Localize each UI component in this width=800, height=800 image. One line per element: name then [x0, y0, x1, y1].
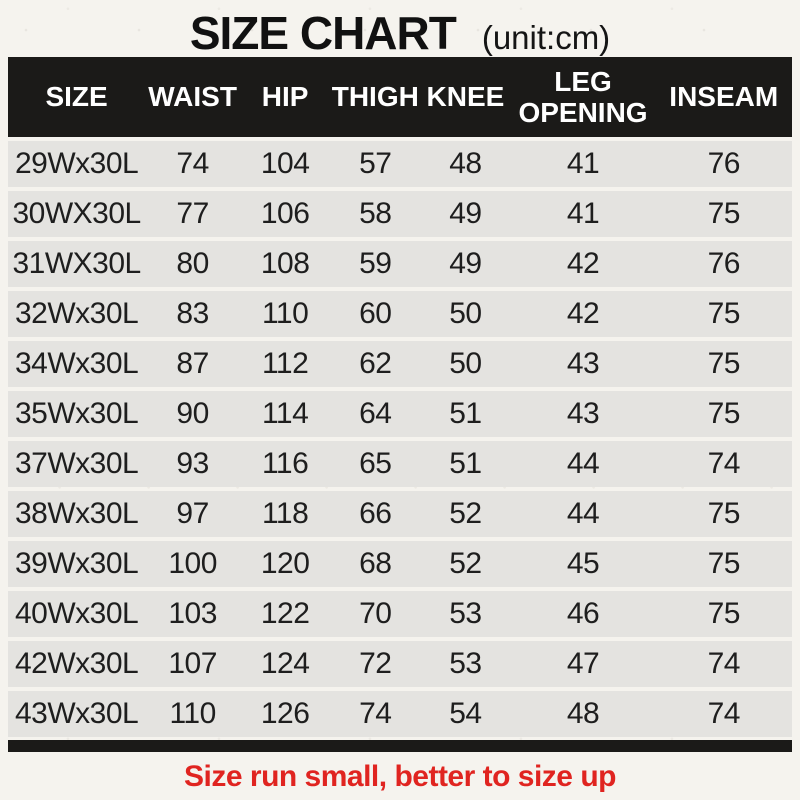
value-cell: 74	[707, 697, 740, 730]
value-cell: 47	[566, 647, 600, 680]
value-cell: 64	[359, 397, 392, 430]
page-title	[0, 0, 800, 57]
value-cell: 75	[707, 347, 740, 380]
unit-label: (unit:cm)	[481, 19, 611, 56]
value-cell: 48	[566, 697, 600, 730]
value-cell: 51	[449, 447, 482, 480]
value-cell: 83	[176, 297, 209, 330]
value-cell: 75	[707, 597, 740, 630]
value-cell: 75	[707, 197, 740, 230]
value-cell: 62	[359, 347, 392, 380]
value-cell: 53	[449, 647, 482, 680]
table-row	[8, 341, 792, 387]
size-cell: 34Wx30L	[14, 347, 139, 380]
table-row	[8, 441, 792, 487]
value-cell: 74	[707, 647, 740, 680]
value-cell: 44	[566, 497, 600, 530]
value-cell: 104	[260, 147, 310, 180]
value-cell: 74	[359, 697, 392, 730]
value-cell: 112	[261, 347, 309, 380]
value-cell: 75	[707, 497, 740, 530]
header-cell-inseam: INSEAM	[669, 81, 779, 113]
header-cell-waist: WAIST	[148, 81, 237, 113]
value-cell: 50	[449, 347, 482, 380]
value-cell: 49	[449, 247, 482, 280]
value-cell: 50	[449, 297, 482, 330]
value-cell: 49	[449, 197, 482, 230]
size-cell: 42Wx30L	[14, 647, 139, 680]
size-cell: 43Wx30L	[14, 697, 139, 730]
value-cell: 103	[168, 597, 217, 630]
value-cell: 42	[566, 297, 600, 330]
table-row	[8, 291, 792, 337]
value-cell: 75	[707, 297, 740, 330]
value-cell: 120	[260, 547, 310, 580]
value-cell: 75	[707, 397, 740, 430]
value-cell: 110	[169, 697, 216, 730]
table-row	[8, 491, 792, 537]
value-cell: 54	[449, 697, 482, 730]
value-cell: 76	[707, 147, 740, 180]
value-cell: 57	[359, 147, 392, 180]
size-cell: 39Wx30L	[14, 547, 139, 580]
header-cell-thigh: THIGH	[331, 81, 419, 113]
value-cell: 80	[176, 247, 209, 280]
table-header-row	[8, 57, 792, 137]
value-cell: 52	[449, 547, 482, 580]
value-cell: 41	[566, 147, 600, 180]
value-cell: 74	[707, 447, 740, 480]
table-row	[8, 591, 792, 637]
size-cell: 30WX30L	[12, 197, 141, 230]
value-cell: 60	[359, 297, 392, 330]
value-cell: 77	[176, 197, 209, 230]
header-cell-leg-opening: LEG OPENING	[518, 65, 648, 128]
value-cell: 118	[261, 497, 309, 530]
value-cell: 72	[359, 647, 392, 680]
value-cell: 59	[359, 247, 392, 280]
size-chart-table	[8, 57, 792, 752]
value-cell: 97	[176, 497, 209, 530]
table-row	[8, 541, 792, 587]
value-cell: 87	[176, 347, 209, 380]
value-cell: 110	[261, 297, 309, 330]
value-cell: 46	[566, 597, 600, 630]
header-cell-knee: KNEE	[426, 81, 505, 113]
size-cell: 29Wx30L	[14, 147, 139, 180]
value-cell: 100	[168, 547, 217, 580]
table-body	[8, 141, 792, 737]
size-cell: 37Wx30L	[14, 447, 139, 480]
value-cell: 51	[449, 397, 482, 430]
value-cell: 65	[359, 447, 392, 480]
value-cell: 106	[260, 197, 310, 230]
size-cell: 35Wx30L	[14, 397, 139, 430]
value-cell: 107	[168, 647, 217, 680]
value-cell: 58	[359, 197, 392, 230]
size-note: Size run small, better to size up	[184, 760, 616, 793]
value-cell: 41	[566, 197, 600, 230]
value-cell: 93	[176, 447, 209, 480]
value-cell: 74	[176, 147, 209, 180]
value-cell: 66	[359, 497, 392, 530]
value-cell: 53	[449, 597, 482, 630]
table-bottom-bar	[8, 740, 792, 752]
value-cell: 122	[260, 597, 310, 630]
value-cell: 76	[707, 247, 740, 280]
size-cell: 32Wx30L	[14, 297, 139, 330]
value-cell: 48	[449, 147, 482, 180]
size-cell: 38Wx30L	[14, 497, 139, 530]
size-cell: 40Wx30L	[14, 597, 139, 630]
value-cell: 43	[566, 347, 600, 380]
table-row	[8, 241, 792, 287]
table-row	[8, 191, 792, 237]
value-cell: 52	[449, 497, 482, 530]
value-cell: 45	[566, 547, 600, 580]
value-cell: 43	[566, 397, 600, 430]
value-cell: 90	[176, 397, 209, 430]
header-cell-hip: HIP	[261, 81, 309, 113]
table-row	[8, 141, 792, 187]
value-cell: 68	[359, 547, 392, 580]
value-cell: 116	[261, 447, 309, 480]
title-text: SIZE CHART	[189, 7, 456, 59]
value-cell: 70	[359, 597, 392, 630]
table-row	[8, 391, 792, 437]
value-cell: 114	[261, 397, 309, 430]
value-cell: 42	[566, 247, 600, 280]
table-row	[8, 691, 792, 737]
header-cell-size: SIZE	[45, 81, 108, 113]
value-cell: 75	[707, 547, 740, 580]
value-cell: 108	[260, 247, 310, 280]
value-cell: 124	[260, 647, 310, 680]
size-cell: 31WX30L	[12, 247, 141, 280]
value-cell: 44	[566, 447, 600, 480]
table-row	[8, 641, 792, 687]
value-cell: 126	[260, 697, 310, 730]
